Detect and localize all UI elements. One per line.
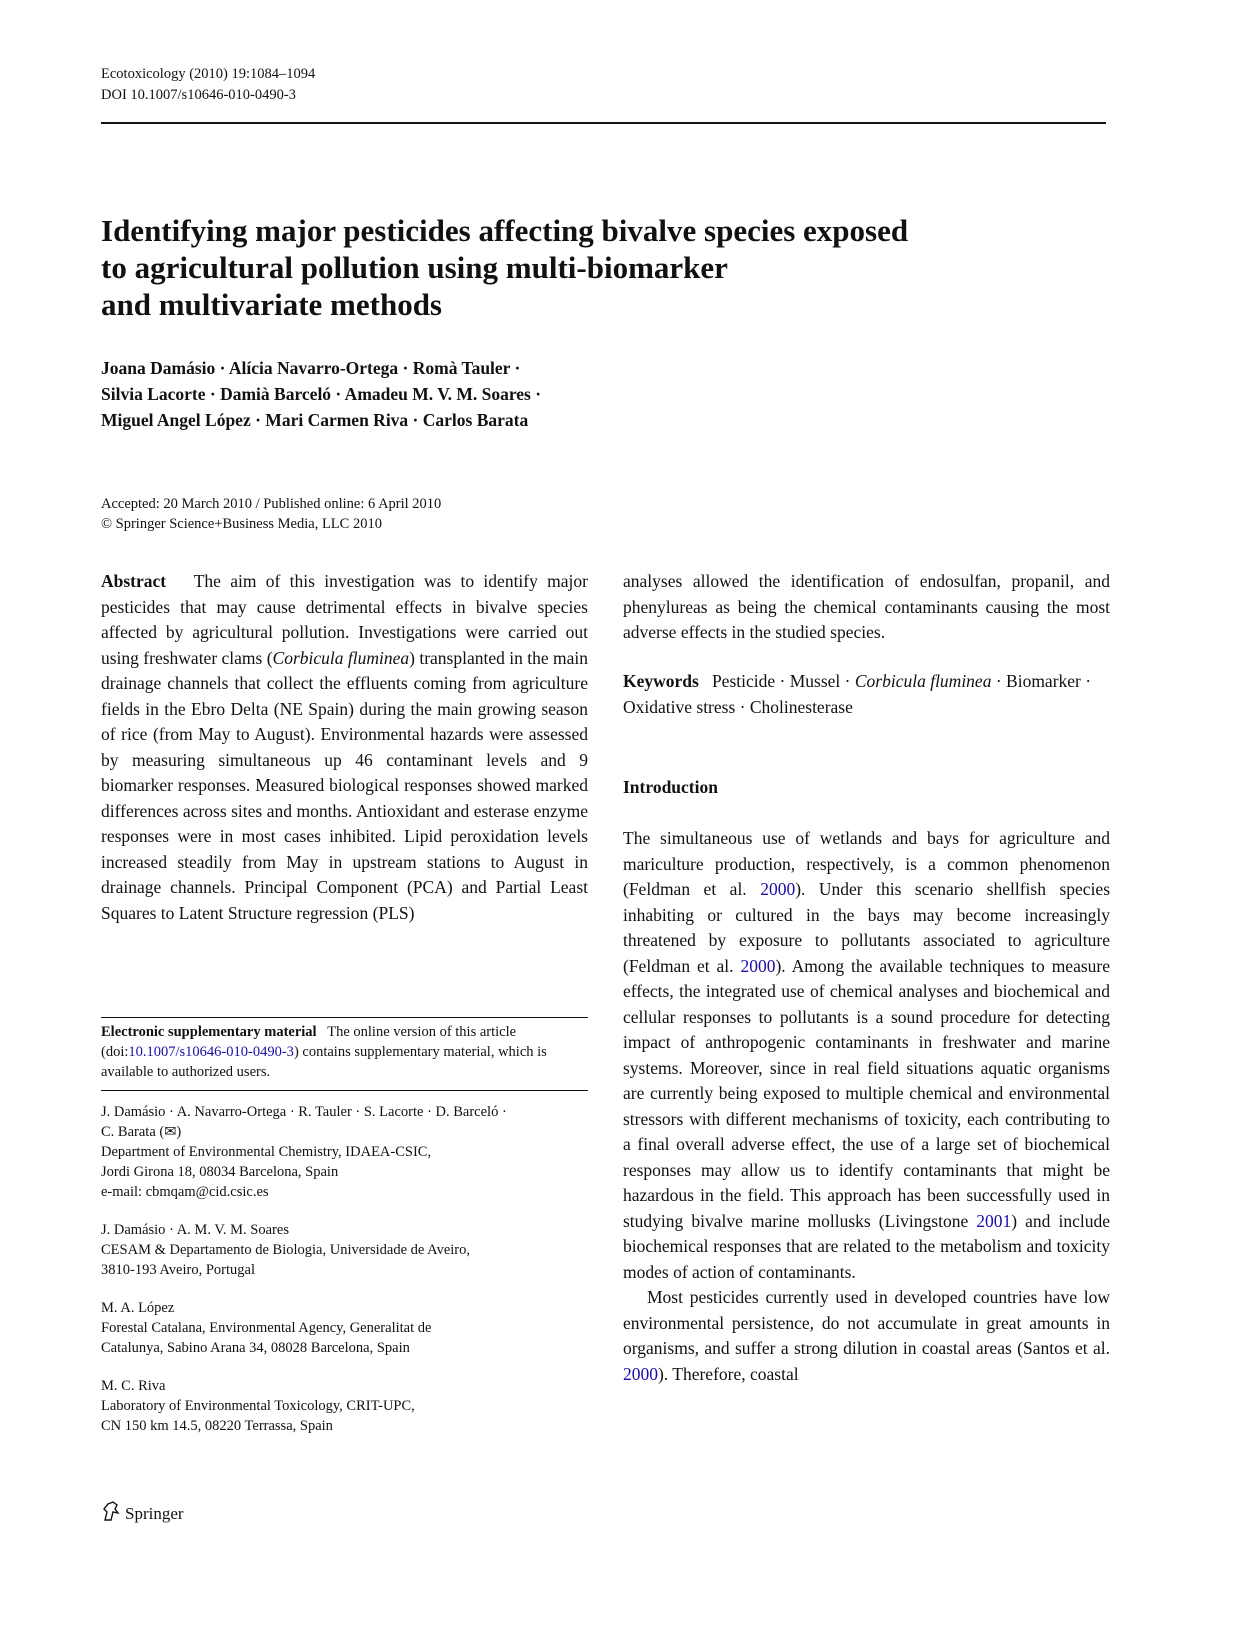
esm-doi-link[interactable]: 10.1007/s10646-010-0490-3 [128, 1044, 294, 1060]
abstract-species: Corbicula fluminea [272, 647, 410, 668]
accepted-line: Accepted: 20 March 2010 / Published online: 6 April 2010 [101, 496, 442, 512]
affiliation-2-line-1: CESAM & Departamento de Biologia, Universidade de Aveiro, [101, 1242, 470, 1258]
affiliation-2-names: J. Damásio · A. M. V. M. Soares [101, 1222, 289, 1238]
title-line-1: Identifying major pesticides affecting bivalve species exposed [101, 213, 909, 248]
abstract-right [623, 569, 1110, 646]
affiliation-4-names: M. C. Riva [101, 1378, 166, 1394]
abstract-left [101, 569, 588, 926]
affiliation-1-line-1: Department of Environmental Chemistry, IDAEA-CSIC, [101, 1144, 432, 1160]
intro-p2-a: Most pesticides currently used in developed countries have low environmental persistence, do not accumulate in great amounts in organisms, and suffer a strong dilution in coastal areas (Santos et al. [623, 1287, 1110, 1358]
affiliation-2-line-2: 3810-193 Aveiro, Portugal [101, 1262, 255, 1278]
keywords-text-1: Pesticide · Mussel · [711, 671, 855, 691]
publication-dates [101, 494, 441, 534]
esm-top-rule [101, 1017, 588, 1018]
abstract-text-3: analyses allowed the identification of endosulfan, propanil, and phenylureas as being the chemical contaminants causing the most adverse effects in the studied species. [623, 571, 1110, 642]
affiliation-3-line-2: Catalunya, Sabino Arana 34, 08028 Barcelona, Spain [101, 1340, 410, 1356]
publisher-footer [101, 1500, 184, 1527]
authors-line-3: Miguel Angel López · Mari Carmen Riva · Carlos Barata [101, 410, 529, 430]
esm-label: Electronic supplementary material [101, 1024, 317, 1040]
affiliation-3 [101, 1298, 588, 1358]
intro-p1-c: ). Among the available techniques to measure effects, the integrated use of chemical analyses and biochemical and cellular responses to pollutants is a sound procedure for detecting impact of anthropogenic contaminants in freshwater and marine systems. Moreover, since in real field situations aquatic organisms are currently being exposed to multiple chemical and environmental stressors with different mechanisms of toxicity, each contributing to a final overall adverse effect, the use of a large set of biochemical responses may allow us to identify contaminants that might be hazardous in the field. This approach has been successfully used in studying bivalve marine mollusks (Livingstone [623, 955, 1111, 1231]
affiliation-4-line-2: CN 150 km 14.5, 08220 Terrassa, Spain [101, 1418, 333, 1434]
keywords-species: Corbicula fluminea [854, 671, 992, 691]
introduction-body [623, 826, 1110, 1387]
title-line-3: and multivariate methods [101, 287, 442, 322]
affiliation-4-line-1: Laboratory of Environmental Toxicology, CRIT-UPC, [101, 1398, 415, 1414]
intro-p1-a: The simultaneous use of wetlands and bays for agriculture and mariculture production, respectively, is a common phenomenon (Feldman et al. [623, 828, 1110, 899]
esm-bottom-rule [101, 1090, 588, 1091]
doi-line: DOI 10.1007/s10646-010-0490-3 [101, 87, 296, 103]
journal-citation: Ecotoxicology (2010) 19:1084–1094 [101, 66, 316, 82]
keywords [623, 669, 1110, 720]
affiliation-3-names: M. A. López [101, 1300, 175, 1316]
keywords-label: Keywords [623, 671, 699, 691]
author-list [101, 355, 801, 433]
title-line-2: to agricultural pollution using multi-biomarker [101, 250, 728, 285]
affiliation-1-names: J. Damásio · A. Navarro-Ortega · R. Tauler · S. Lacorte · D. Barceló · C. Barata (✉) [101, 1104, 507, 1140]
header-rule [101, 122, 1106, 124]
affiliation-4 [101, 1376, 588, 1436]
intro-paragraph-2 [623, 1285, 1110, 1387]
abstract-text-2: ) transplanted in the main drainage channels that collect the effluents coming from agriculture fields in the Ebro Delta (NE Spain) during the main growing season of rice (from May to August). Environmental hazards were assessed by measuring simultaneous up 46 contaminant levels and 9 biomarker responses. Measured biological responses showed marked differences across sites and months. Antioxidant and esterase enzyme responses were in most cases inhibited. Lipid peroxidation levels increased steadily from May in upstream stations to August in drainage channels. Principal Component (PCA) and Partial Least Squares to Latent Structure regression (PLS) [101, 647, 588, 923]
authors-line-2: Silvia Lacorte · Damià Barceló · Amadeu M. V. M. Soares · [101, 384, 542, 404]
ref-link-santos[interactable]: 2000 [623, 1363, 658, 1384]
publisher-name: Springer [125, 1503, 184, 1523]
intro-p2-b: ). Therefore, coastal [658, 1363, 799, 1384]
intro-paragraph-1 [623, 826, 1110, 1285]
springer-horse-icon [101, 1500, 121, 1527]
journal-header [101, 64, 315, 106]
introduction-heading: Introduction [623, 777, 718, 797]
affiliation-3-line-1: Forestal Catalana, Environmental Agency, Generalitat de [101, 1320, 432, 1336]
ref-link-feldman-1[interactable]: 2000 [760, 879, 796, 899]
ref-link-livingstone[interactable]: 2001 [976, 1210, 1012, 1231]
affiliation-2 [101, 1220, 588, 1280]
affiliation-1-line-3: e-mail: cbmqam@cid.csic.es [101, 1184, 269, 1200]
affiliation-1 [101, 1102, 521, 1202]
paper-title [101, 212, 1001, 323]
copyright-line: © Springer Science+Business Media, LLC 2010 [101, 516, 382, 532]
affiliation-1-line-2: Jordi Girona 18, 08034 Barcelona, Spain [101, 1164, 339, 1180]
esm-text-2: ) contains supplementary material, which is available to authorized users. [101, 1044, 547, 1080]
keywords-text-2: · Biomarker · Oxidative stress · Cholinesterase [623, 671, 1092, 717]
intro-p1-d: ) and include biochemical responses that are related to the metabolism and toxicity modes of action of contaminants. [623, 1210, 1110, 1282]
abstract-label: Abstract [101, 571, 167, 591]
intro-p1-b: ). Under this scenario shellfish species inhabiting or cultured in the bays may become increasingly threatened by exposure to pollutants associated to agriculture (Feldman et al. [623, 879, 1111, 976]
authors-line-1: Joana Damásio · Alícia Navarro-Ortega · Romà Tauler · [101, 358, 521, 378]
ref-link-feldman-2[interactable]: 2000 [740, 955, 776, 976]
affiliations [101, 1102, 588, 1436]
esm-text-1: The online version of this article (doi: [101, 1024, 517, 1060]
esm-note [101, 1022, 588, 1082]
abstract-text-1: The aim of this investigation was to identify major pesticides that may cause detrimental effects in bivalve species affected by agricultural pollution. Investigations were carried out using freshwater clams ( [101, 571, 588, 668]
